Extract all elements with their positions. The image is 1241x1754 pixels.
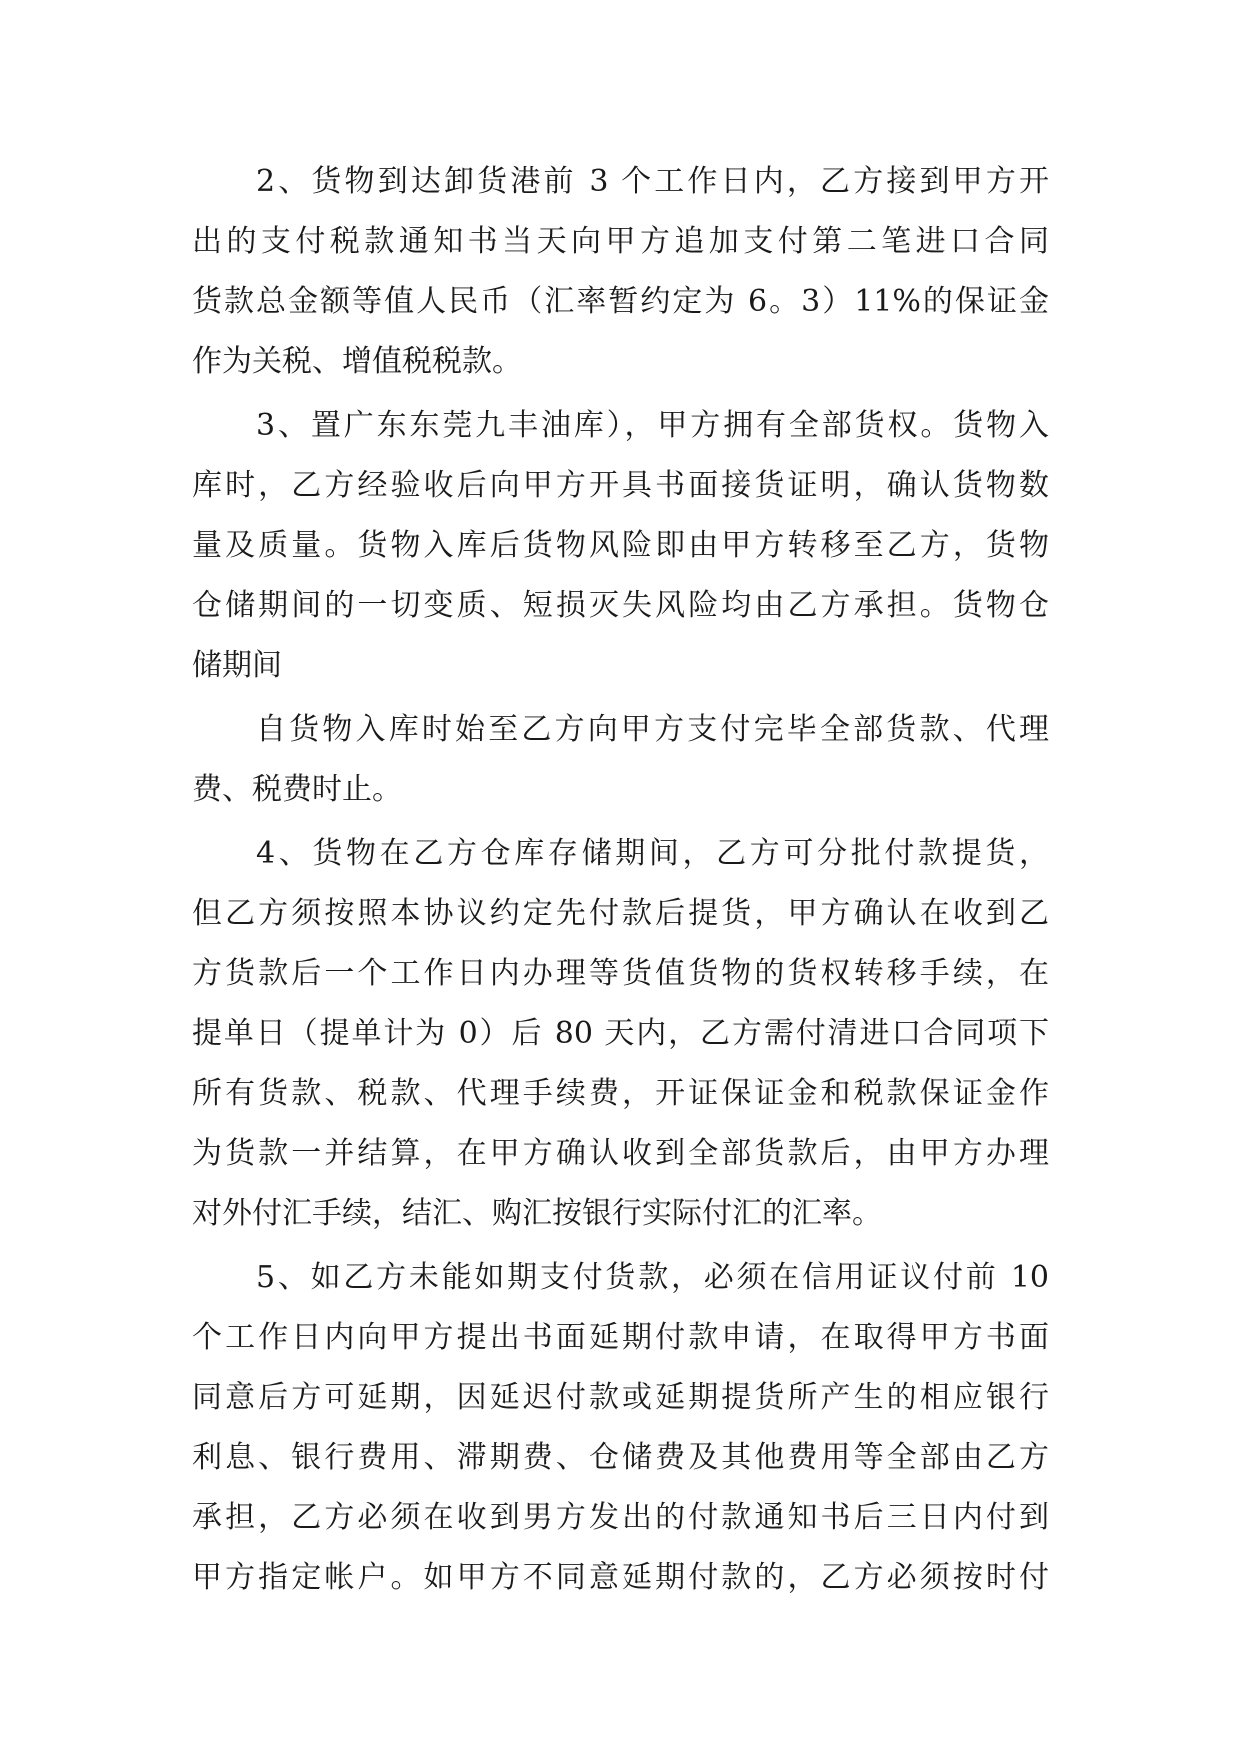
text-line: 利息、银行费用、滞期费、仓储费及其他费用等全部由乙方 (192, 1440, 1049, 1475)
text-line: 自货物入库时始至乙方向甲方支付完毕全部货款、代理 (256, 712, 1049, 747)
text-line: 承担，乙方必须在收到男方发出的付款通知书后三日内付到 (192, 1500, 1049, 1535)
text-line: 为货款一并结算，在甲方确认收到全部货款后，由甲方办理 (192, 1136, 1049, 1171)
text-line: 提单日（提单计为 0）后 80 天内，乙方需付清进口合同项下 (192, 1016, 1049, 1051)
text-line: 储期间 (192, 648, 282, 683)
text-line: 费、税费时止。 (192, 772, 402, 807)
text-line: 库时，乙方经验收后向甲方开具书面接货证明，确认货物数 (192, 468, 1049, 503)
text-line: 5、如乙方未能如期支付货款，必须在信用证议付前 10 (256, 1260, 1049, 1295)
text-line: 4、货物在乙方仓库存储期间，乙方可分批付款提货， (256, 836, 1049, 871)
text-line: 3、置广东东莞九丰油库），甲方拥有全部货权。货物入 (256, 408, 1049, 443)
text-line: 仓储期间的一切变质、短损灭失风险均由乙方承担。货物仓 (192, 588, 1049, 623)
text-line: 量及质量。货物入库后货物风险即由甲方转移至乙方，货物 (192, 528, 1049, 563)
text-line: 所有货款、税款、代理手续费，开证保证金和税款保证金作 (192, 1076, 1049, 1111)
text-line: 出的支付税款通知书当天向甲方追加支付第二笔进口合同 (192, 224, 1049, 259)
text-line: 货款总金额等值人民币（汇率暂约定为 6。3）11%的保证金 (192, 284, 1049, 319)
text-line: 同意后方可延期，因延迟付款或延期提货所产生的相应银行 (192, 1380, 1049, 1415)
text-line: 对外付汇手续，结汇、购汇按银行实际付汇的汇率。 (192, 1196, 882, 1231)
text-line: 甲方指定帐户。如甲方不同意延期付款的，乙方必须按时付 (192, 1560, 1049, 1595)
text-line: 2、货物到达卸货港前 3 个工作日内，乙方接到甲方开 (256, 164, 1049, 199)
text-line: 个工作日内向甲方提出书面延期付款申请，在取得甲方书面 (192, 1320, 1049, 1355)
text-line: 作为关税、增值税税款。 (192, 344, 522, 379)
text-line: 方货款后一个工作日内办理等货值货物的货权转移手续，在 (192, 956, 1049, 991)
text-line: 但乙方须按照本协议约定先付款后提货，甲方确认在收到乙 (192, 896, 1049, 931)
